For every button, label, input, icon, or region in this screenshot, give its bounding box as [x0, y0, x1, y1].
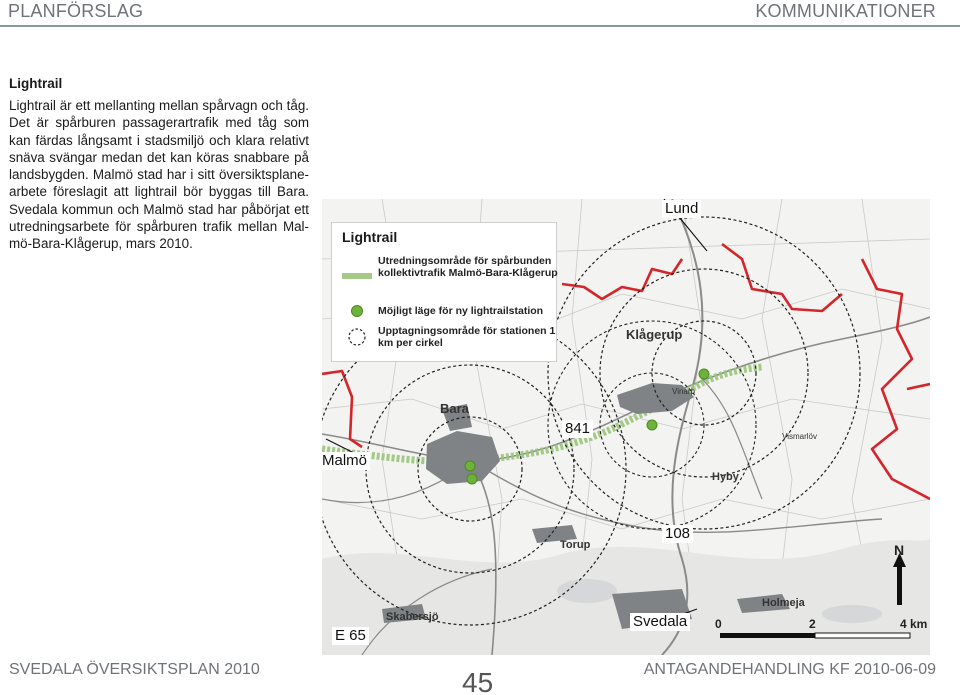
page-header — [0, 0, 960, 26]
map-legend — [331, 222, 557, 362]
legend-item-station: Möjligt läge för ny lightrailstation — [342, 305, 556, 321]
article — [9, 76, 309, 253]
scale-label-2: 2 — [809, 617, 816, 631]
scale-bar — [720, 633, 910, 638]
callout-e65: E 65 — [332, 627, 369, 645]
page-number: 45 — [462, 667, 494, 695]
legend-title: Lightrail — [342, 229, 398, 245]
section-title: PLANFÖRSLAG — [8, 1, 144, 21]
place-vismarlov: Vismarlöv — [782, 432, 817, 441]
lake — [822, 605, 882, 623]
callout-lund: Lund — [662, 200, 701, 218]
station-dot-icon — [342, 304, 372, 318]
place-holmeja: Holmeja — [762, 597, 805, 609]
callout-road-108: 108 — [662, 525, 693, 543]
footer-status: ANTAGANDEHANDLING KF 2010-06-09 — [643, 661, 936, 678]
chapter-title: KOMMUNIKATIONER — [755, 1, 936, 21]
corridor-symbol-icon — [342, 271, 372, 281]
place-torup: Torup — [560, 539, 591, 551]
callout-road-841: 841 — [562, 420, 593, 438]
north-label: N — [894, 542, 905, 558]
header-rule — [0, 25, 960, 27]
callout-svedala: Svedala — [630, 613, 690, 631]
place-hyby: Hyby — [712, 471, 739, 483]
article-paragraph: Lightrail är ett mellanting mellan spårvagn och tåg. Det är spårburen passagerartrafik med tåg som kan färdas långsamt i stadsmiljö och klara relativt snäva svängar medan det kan köras snabbare på landsbygden. Malmö stad har i sitt översiktsplane-arbete föreslagit att lightrail bör byggas till Bara. Svedala kommun och Malmö stad har påbörjat ett utredningsarbete för spårburen trafik mellan Mal-mö-Bara-Klågerup, mars 2010. — [9, 98, 309, 252]
article-heading: Lightrail — [9, 76, 63, 91]
lake — [557, 579, 617, 603]
callout-malmo: Malmö — [322, 452, 370, 470]
place-bara: Bara — [440, 401, 469, 416]
scale-label-0: 0 — [715, 617, 722, 631]
place-skabersjo: Skabersjö — [386, 611, 439, 623]
footer-document-title: SVEDALA ÖVERSIKTSPLAN 2010 — [9, 661, 260, 678]
legend-item-catchment: Upptagningsområde för stationen 1 km per cirkel — [342, 325, 556, 353]
place-klagerup: Klågerup — [626, 327, 683, 342]
scale-label-4: 4 km — [900, 617, 928, 631]
dashed-circle-icon — [342, 327, 372, 347]
legend-item-corridor: Utredningsområde för spårbunden kollektivtrafik Malmö-Bara-Klågerup — [342, 255, 556, 295]
place-vinarp: Vinarp — [672, 387, 695, 396]
